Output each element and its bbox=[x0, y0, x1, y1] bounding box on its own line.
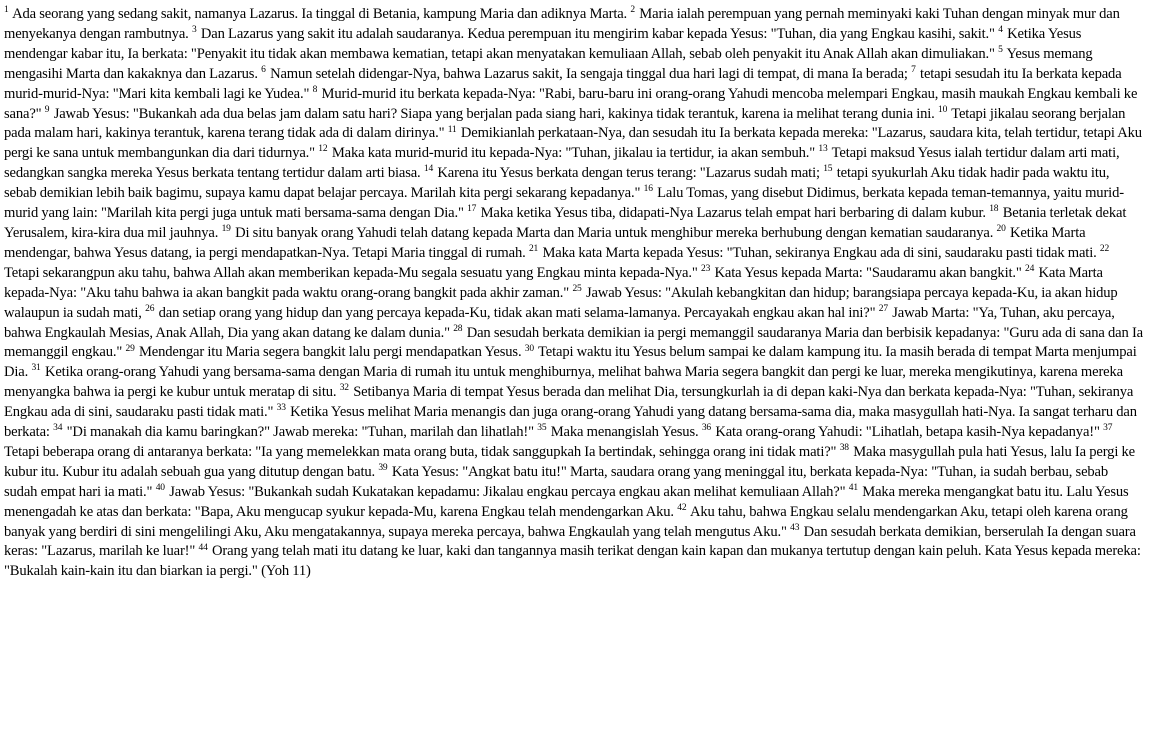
verse-number: 40 bbox=[155, 482, 165, 493]
verse-number: 32 bbox=[339, 383, 349, 394]
verse-number: 18 bbox=[989, 204, 999, 215]
verse-text: tetapi sesudah itu Ia berkata kepada murid-murid-Nya: "Mari kita kembali lagi ke Yudea." bbox=[4, 65, 1122, 102]
verse-text: Kata Yesus kepada Marta: "Saudaramu akan bangkit." bbox=[714, 264, 1022, 281]
verse-text: Dan sesudah berkata demikian, berserulah Ia dengan suara keras: "Lazarus, marilah ke luar!" bbox=[4, 523, 1136, 560]
verse-text: Demikianlah perkataan-Nya, dan sesudah itu Ia berkata kepada mereka: "Lazarus, saudara kita, telah tertidur, tetapi Aku pergi ke sana untuk membangunkan dia dari tidurnya." bbox=[4, 125, 1142, 162]
verse-number: 34 bbox=[53, 423, 63, 434]
verse-text: Di situ banyak orang Yahudi telah datang kepada Marta dan Maria untuk menghibur mereka berhubung dengan kematian saudaranya. bbox=[235, 224, 994, 241]
verse-number: 19 bbox=[221, 224, 231, 235]
verse-text: Kata orang-orang Yahudi: "Lihatlah, betapa kasih-Nya kepadanya!" bbox=[715, 424, 1100, 441]
verse-text: Tetapi beberapa orang di antaranya berkata: "Ia yang memelekkan mata orang buta, tidak sanggupkah Ia bertindak, sehingga orang ini tidak mati?" bbox=[4, 443, 837, 460]
verse-number: 23 bbox=[701, 263, 711, 274]
verse-text: Jawab Yesus: "Bukankah ada dua belas jam dalam satu hari? Siapa yang berjalan pada siang hari, kakinya tidak terantuk, karena ia melihat terang dunia ini. bbox=[53, 105, 935, 122]
verse-number: 24 bbox=[1025, 263, 1035, 274]
verse-34 bbox=[53, 424, 534, 440]
verse-number: 13 bbox=[818, 144, 828, 155]
verse-text: Tetapi sekarangpun aku tahu, bahwa Allah akan memberikan kepada-Mu segala sesuatu yang Engkau minta kepada-Nya." bbox=[4, 264, 698, 281]
verse-29 bbox=[125, 344, 521, 360]
verse-number: 11 bbox=[447, 124, 457, 135]
verse-text: Maka menangislah Yesus. bbox=[550, 424, 699, 441]
verse-number: 37 bbox=[1103, 423, 1113, 434]
verse-number: 41 bbox=[848, 482, 858, 493]
verse-text: Mendengar itu Maria segera bangkit lalu pergi mendapatkan Yesus. bbox=[138, 344, 522, 361]
verse-number: 3 bbox=[191, 25, 197, 36]
verse-text: Maka mereka mengangkat batu itu. Lalu Yesus menengadah ke atas dan berkata: "Bapa, Aku mengucap syukur kepada-Mu, karena Engkau telah mendengarkan Aku. bbox=[4, 483, 1129, 520]
verse-number: 7 bbox=[911, 64, 916, 75]
verse-number: 5 bbox=[998, 44, 1003, 55]
verse-26 bbox=[145, 305, 875, 321]
verse-14 bbox=[424, 165, 820, 181]
verse-text: Setibanya Maria di tempat Yesus berada dan melihat Dia, tersungkurlah ia di depan kaki-Nya dan berkata kepada-Nya: "Tuhan, sekiranya Engkau ada di sini, saudaraku pasti tidak mati." bbox=[4, 384, 1134, 421]
verse-text: Maka kata murid-murid itu kepada-Nya: "Tuhan, jikalau ia tertidur, ia akan sembuh." bbox=[331, 145, 816, 162]
verse-text: Maria ialah perempuan yang pernah meminyaki kaki Tuhan dengan minyak mur dan menyekanya dengan rambutnya. bbox=[4, 6, 1120, 42]
verse-text: Ketika Yesus melihat Maria menangis dan juga orang-orang Yahudi yang datang bersama-sama dia, maka masygullah hati-Nya. Ia sangat terharu dan berkata: bbox=[4, 404, 1137, 441]
verse-number: 1 bbox=[4, 5, 9, 16]
verse-number: 42 bbox=[677, 502, 687, 513]
verse-number: 12 bbox=[318, 144, 328, 155]
verse-23 bbox=[701, 265, 1022, 281]
verse-number: 29 bbox=[125, 343, 135, 354]
verse-text: Tetapi jikalau seorang berjalan pada malam hari, kakinya terantuk, karena terang tidak ada di dalam dirinya." bbox=[4, 105, 1126, 142]
verse-number: 9 bbox=[44, 104, 50, 115]
verse-number: 2 bbox=[630, 5, 635, 16]
verse-text: Kata Marta kepada-Nya: "Aku tahu bahwa ia akan bangkit pada waktu orang-orang bangkit pada akhir zaman." bbox=[4, 264, 1103, 301]
verse-17 bbox=[467, 205, 986, 221]
verse-35 bbox=[537, 424, 698, 440]
verse-text: Orang yang telah mati itu datang ke luar, kaki dan tangannya masih terikat dengan kain kapan dan mukanya tertutup dengan kain peluh. Kata Yesus kepada mereka: "Bukalah kain-kain itu dan biarkan ia pergi." bbox=[4, 543, 1141, 580]
verse-text: Namun setelah didengar-Nya, bahwa Lazarus sakit, Ia sengaja tinggal dua hari lagi di tempat, di mana Ia berada; bbox=[270, 65, 908, 82]
verse-text: Maka masygullah pula hati Yesus, lalu Ia pergi ke kubur itu. Kubur itu adalah sebuah gua yang ditutup dengan batu. bbox=[4, 443, 1135, 480]
verse-number: 14 bbox=[423, 164, 434, 175]
verse-number: 33 bbox=[276, 403, 286, 414]
verse-text: Jawab Yesus: "Bukankah sudah Kukatakan kepadamu: Jikalau engkau percaya engkau akan melihat kemuliaan Allah?" bbox=[169, 483, 846, 500]
verse-text: Kata Yesus: "Angkat batu itu!" Marta, saudara orang yang meninggal itu, berkata kepada-Nya: "Tuhan, ia sudah berbau, sebab sudah empat hari ia mati." bbox=[4, 463, 1109, 500]
verse-number: 28 bbox=[453, 323, 463, 334]
verse-number: 15 bbox=[823, 164, 833, 175]
verse-number: 6 bbox=[261, 64, 266, 75]
verse-text: Maka ketika Yesus tiba, didapati-Nya Lazarus telah empat hari berbaring di dalam kubur. bbox=[480, 205, 986, 222]
verse-3 bbox=[192, 26, 995, 42]
verse-text: Karena itu Yesus berkata dengan terus terang: "Lazarus sudah mati; bbox=[437, 165, 820, 182]
verse-text: Maka kata Marta kepada Yesus: "Tuhan, sekiranya Engkau ada di sini, saudaraku pasti tidak mati. bbox=[542, 244, 1097, 261]
verse-number: 17 bbox=[467, 204, 477, 215]
verse-text: Ada seorang yang sedang sakit, namanya Lazarus. Ia tinggal di Betania, kampung Maria dan adiknya Marta. bbox=[12, 6, 628, 22]
verse-number: 30 bbox=[524, 343, 534, 354]
verse-number: 16 bbox=[643, 184, 653, 195]
verse-text: Tetapi maksud Yesus ialah tertidur dalam arti mati, sedangkan sangka mereka Yesus berkata tentang tertidur dalam arti biasa. bbox=[4, 145, 1120, 182]
verse-text: Ketika orang-orang Yahudi yang bersama-sama dengan Maria di rumah itu untuk menghiburnya, melihat bahwa Maria segera bangkit dan pergi ke luar, mereka mengikutinya, karena mereka menyangka bahwa ia pergi ke kubur untuk meratap di situ. bbox=[4, 364, 1123, 401]
verse-number: 8 bbox=[312, 84, 318, 95]
verse-number: 20 bbox=[996, 224, 1006, 235]
verse-21 bbox=[529, 245, 1097, 261]
verse-number: 31 bbox=[31, 363, 41, 374]
bible-passage bbox=[4, 5, 1143, 582]
verse-text: Dan Lazarus yang sakit itu adalah saudaranya. Kedua perempuan itu mengirim kabar kepada Yesus: "Tuhan, dia yang Engkau kasihi, sakit." bbox=[200, 25, 995, 42]
verse-number: 4 bbox=[998, 25, 1003, 36]
verse-text: Jawab Yesus: "Akulah kebangkitan dan hidup; barangsiapa percaya kepada-Ku, ia akan hidup walaupun ia sudah mati, bbox=[4, 284, 1118, 321]
verse-text: Lalu Tomas, yang disebut Didimus, berkata kepada teman-temannya, yaitu murid-murid yang lain: "Marilah kita pergi juga untuk mati bersama-sama dengan Dia." bbox=[4, 185, 1124, 222]
verse-12 bbox=[318, 145, 815, 161]
verse-text: Betania terletak dekat Yerusalem, kira-kira dua mil jauhnya. bbox=[4, 205, 1127, 241]
verse-number: 36 bbox=[701, 423, 712, 434]
verse-text: Murid-murid itu berkata kepada-Nya: "Rabi, baru-baru ini orang-orang Yahudi mencoba melempari Engkau, masih maukah Engkau kembali ke sana?" bbox=[4, 85, 1138, 122]
verse-number: 44 bbox=[198, 542, 208, 553]
verse-text: Yesus memang mengasihi Marta dan kakaknya dan Lazarus. bbox=[4, 45, 1093, 82]
verse-40 bbox=[156, 484, 846, 500]
verse-text: Ketika Marta mendengar, bahwa Yesus datang, ia pergi mendapatkan-Nya. Tetapi Maria tinggal di rumah. bbox=[4, 224, 1086, 261]
passage-reference: (Yoh 11) bbox=[261, 563, 311, 580]
verse-number: 25 bbox=[572, 283, 582, 294]
verse-19 bbox=[222, 225, 994, 241]
verse-6 bbox=[261, 66, 908, 82]
verse-number: 10 bbox=[937, 104, 948, 115]
verse-number: 21 bbox=[528, 244, 539, 255]
verse-number: 35 bbox=[537, 423, 547, 434]
verse-number: 38 bbox=[839, 443, 849, 454]
verse-text: Tetapi waktu itu Yesus belum sampai ke dalam kampung itu. Ia masih berada di tempat Marta menjumpai Dia. bbox=[4, 344, 1137, 381]
verse-number: 22 bbox=[1099, 244, 1110, 255]
verse-text: dan setiap orang yang hidup dan yang percaya kepada-Ku, tidak akan mati selama-lamanya. Percayakah engkau akan hal ini?" bbox=[158, 304, 876, 321]
verse-number: 39 bbox=[378, 462, 388, 473]
verse-text: Ketika Yesus mendengar kabar itu, Ia berkata: "Penyakit itu tidak akan membawa kematian, tetapi akan menyatakan kemuliaan Allah, sebab oleh penyakit itu Anak Allah akan dimuliakan." bbox=[4, 25, 1082, 62]
verse-9 bbox=[45, 106, 935, 122]
verse-text: Jawab Marta: "Ya, Tuhan, aku percaya, bahwa Engkaulah Mesias, Anak Allah, Dia yang akan datang ke dalam dunia." bbox=[4, 304, 1115, 341]
verse-text: "Di manakah dia kamu baringkan?" Jawab mereka: "Tuhan, marilah dan lihatlah!" bbox=[66, 424, 534, 441]
verse-number: 27 bbox=[878, 303, 888, 314]
verse-number: 43 bbox=[790, 522, 800, 533]
verse-text: Dan sesudah berkata demikian ia pergi memanggil saudaranya Maria dan berbisik kepadanya: "Guru ada di sana dan Ia memanggil engkau." bbox=[4, 324, 1143, 361]
verse-1 bbox=[4, 6, 627, 22]
verse-number: 26 bbox=[145, 303, 155, 314]
verse-text: tetapi syukurlah Aku tidak hadir pada waktu itu, sebab demikian lebih baik bagimu, supaya kamu dapat belajar percaya. Marilah kita pergi sekarang kepadanya." bbox=[4, 165, 1110, 202]
verse-text: Aku tahu, bahwa Engkau selalu mendengarkan Aku, tetapi oleh karena orang banyak yang berdiri di sini mengelilingi Aku, Aku mengatakannya, supaya mereka percaya, bahwa Engkaulah yang telah mengutus Aku." bbox=[4, 503, 1128, 540]
verse-36 bbox=[702, 424, 1100, 440]
